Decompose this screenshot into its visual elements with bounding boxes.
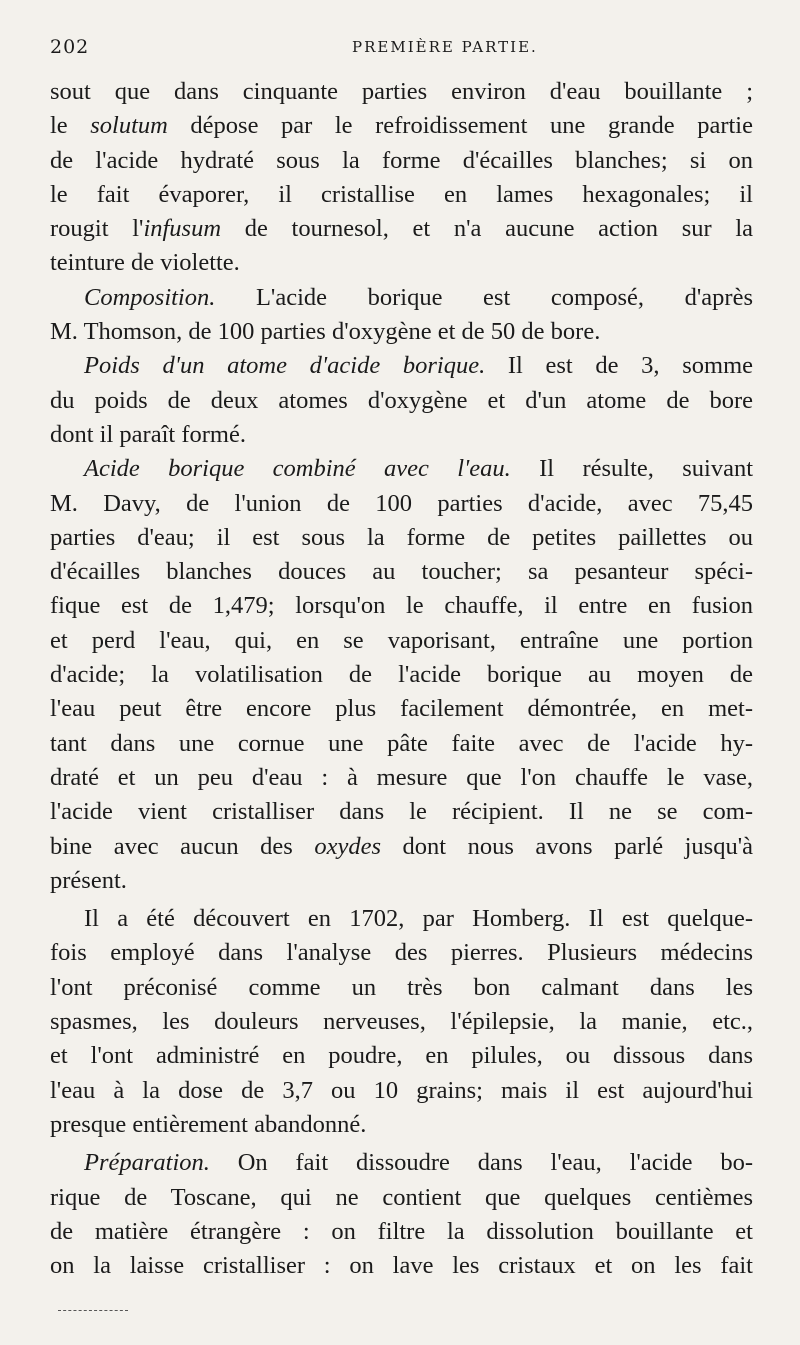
text-line: et perd l'eau, qui, en se vaporisant, entraîne une portion bbox=[50, 626, 753, 654]
running-head bbox=[50, 36, 750, 62]
text-line: parties d'eau; il est sous la forme de petites paillettes ou bbox=[50, 523, 753, 551]
text-line: M. Davy, de l'union de 100 parties d'acide, avec 75,45 bbox=[50, 489, 753, 517]
text-line: l'acide vient cristalliser dans le récipient. Il ne se com- bbox=[50, 798, 753, 826]
paragraph-hydrate: Acide borique combiné avec l'eau. Il résulte, suivant bbox=[84, 455, 754, 483]
section-heading: Acide borique combiné avec l'eau. bbox=[84, 455, 511, 483]
paragraph-composition: Composition. L'acide borique est composé, d'après bbox=[84, 283, 753, 311]
text-line: draté et un peu d'eau : à mesure que l'on chauffe le vase, bbox=[50, 763, 753, 791]
text-line: fique est de 1,479; lorsqu'on le chauffe, il entre en fusion bbox=[50, 592, 753, 620]
text-line: le fait évaporer, il cristallise en lames hexagonales; il bbox=[50, 180, 753, 208]
text-line: M. Thomson, de 100 parties d'oxygène et de 50 de bore. bbox=[50, 318, 601, 346]
text-line: rique de Toscane, qui ne contient que quelques centièmes bbox=[50, 1183, 753, 1211]
text-line: rougit l'infusum de tournesol, et n'a aucune action sur la bbox=[50, 215, 753, 243]
text-line: d'acide; la volatilisation de l'acide borique au moyen de bbox=[50, 661, 753, 689]
text-line: sout que dans cinquante parties environ d'eau bouillante ; bbox=[50, 78, 753, 105]
body-text bbox=[50, 75, 753, 1283]
text-line: et l'ont administré en poudre, en pilules, ou dissous dans bbox=[50, 1042, 753, 1070]
text-line: le solutum dépose par le refroidissement une grande partie bbox=[50, 112, 753, 140]
running-title: PREMIÈRE PARTIE. bbox=[352, 38, 538, 56]
section-heading: Poids d'un atome d'acide borique. bbox=[84, 352, 486, 380]
text-line: tant dans une cornue une pâte faite avec de l'acide hy- bbox=[50, 729, 753, 757]
text-line: l'ont préconisé comme un très bon calmant dans les bbox=[50, 973, 753, 1001]
page-number: 202 bbox=[50, 36, 90, 58]
text-line: l'eau peut être encore plus facilement démontrée, en met- bbox=[50, 695, 753, 723]
text-line: dont il paraît formé. bbox=[50, 420, 246, 448]
text-line: l'eau à la dose de 3,7 ou 10 grains; mais il est aujourd'hui bbox=[50, 1076, 753, 1104]
paragraph-atom-weight: Poids d'un atome d'acide borique. Il est de 3, somme bbox=[84, 352, 753, 380]
text-line: du poids de deux atomes d'oxygène et d'un atome de bore bbox=[50, 386, 753, 414]
text-line: bine avec aucun des oxydes dont nous avons parlé jusqu'à bbox=[50, 832, 753, 860]
section-heading: Préparation. bbox=[84, 1149, 210, 1177]
printer-mark bbox=[58, 1302, 128, 1311]
paragraph-history: Il a été découvert en 1702, par Homberg. Il est quelque- bbox=[84, 905, 753, 933]
text-line: presque entièrement abandonné. bbox=[50, 1110, 367, 1138]
text-line: fois employé dans l'analyse des pierres. Plusieurs médecins bbox=[50, 939, 753, 967]
text-line: teinture de violette. bbox=[50, 249, 240, 277]
section-heading: Composition. bbox=[84, 283, 216, 311]
text-line: on la laisse cristalliser : on lave les cristaux et on les fait bbox=[50, 1252, 753, 1280]
text-line: d'écailles blanches douces au toucher; sa pesanteur spéci- bbox=[50, 558, 753, 586]
text-line: présent. bbox=[50, 866, 127, 894]
paragraph-preparation: Préparation. On fait dissoudre dans l'eau, l'acide bo- bbox=[84, 1149, 753, 1177]
text-line: de matière étrangère : on filtre la dissolution bouillante et bbox=[50, 1217, 753, 1245]
text-line: spasmes, les douleurs nerveuses, l'épilepsie, la manie, etc., bbox=[50, 1008, 753, 1036]
text-line: de l'acide hydraté sous la forme d'écailles blanches; si on bbox=[50, 146, 753, 174]
